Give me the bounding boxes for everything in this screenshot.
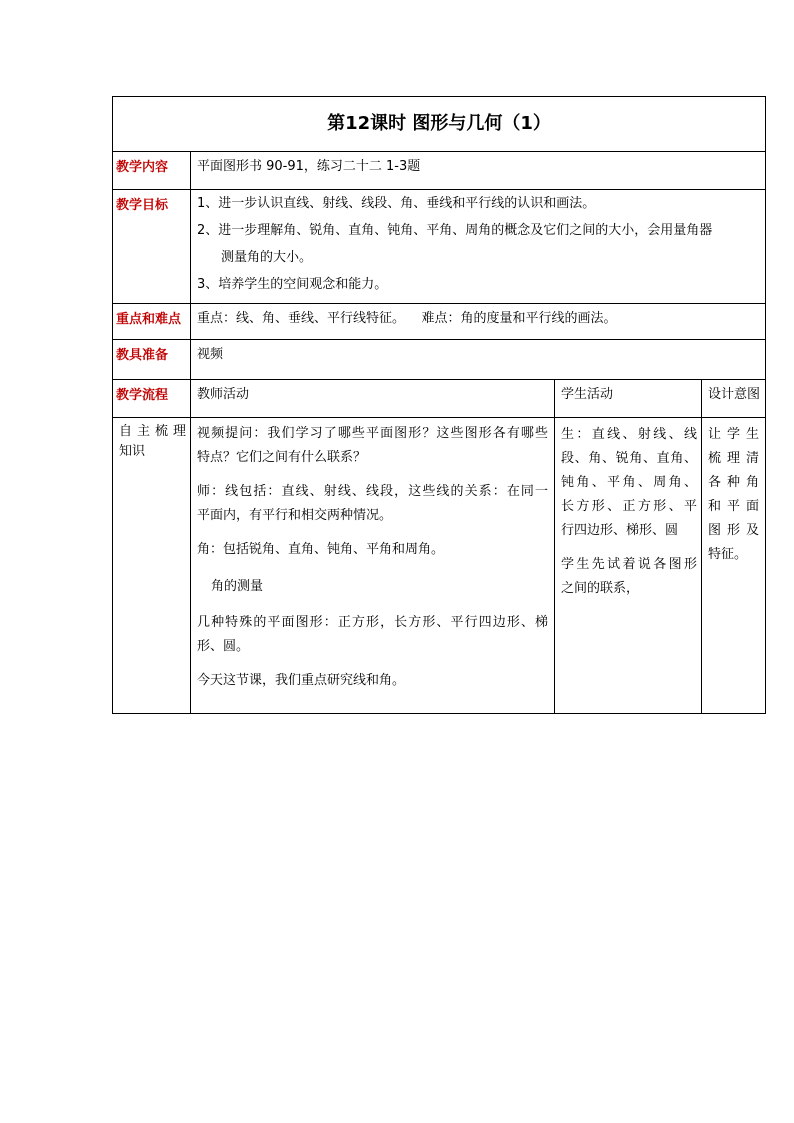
materials-value: 视频 <box>191 340 766 380</box>
lesson-plan-table <box>112 96 766 714</box>
student-activity-header: 学生活动 <box>555 380 702 418</box>
key-points-row <box>113 304 766 340</box>
materials-row <box>113 340 766 380</box>
page-title: 第12课时 图形与几何（1） <box>327 113 551 134</box>
student-paragraph: 生：直线、射线、线 段、角、锐角、直角、 钝角、平角、周角、 长方形、正方形、平 行四边形、梯形、圆 <box>561 427 697 538</box>
objective-item: 1、进一步认识直线、射线、线段、角、垂线和平行线的认识和画法。 <box>197 196 596 211</box>
design-intent-cell: 让学生 梳理清 各种角 和平面 图形及 特征。 <box>702 418 766 714</box>
stage-label: 自主梳理 <box>119 424 186 439</box>
student-paragraph: 学生先试着说各图形 之间的联系， <box>561 557 697 596</box>
stage-label-cell: 自主梳理 知识 <box>113 418 191 714</box>
teacher-activity-cell <box>191 418 555 714</box>
objectives-label: 教学目标 <box>113 190 191 304</box>
content-value: 平面图形书 90-91，练习二十二 1-3题 <box>191 152 766 190</box>
objectives-cell <box>191 190 766 304</box>
teacher-activity-header: 教师活动 <box>191 380 555 418</box>
objective-item: 3、培养学生的空间观念和能力。 <box>197 277 388 292</box>
teacher-paragraph: 视频提问：我们学习了哪些平面图形？这些图形各有哪些 特点？它们之间有什么联系？ <box>197 426 548 465</box>
teacher-paragraph: 师：线包括：直线、射线、线段，这些线的关系：在同一 平面内，有平行和相交两种情况。 <box>197 484 548 523</box>
key-points-value: 重点：线、角、垂线、平行线特征。 难点：角的度量和平行线的画法。 <box>191 304 766 340</box>
materials-label: 教具准备 <box>113 340 191 380</box>
student-activity-cell <box>555 418 702 714</box>
title-row <box>113 97 766 152</box>
design-intent-header: 设计意图 <box>702 380 766 418</box>
content-label: 教学内容 <box>113 152 191 190</box>
teacher-paragraph: 几种特殊的平面图形：正方形，长方形、平行四边形、梯 形、圆。 <box>197 615 548 654</box>
title-cell <box>113 97 766 152</box>
teacher-paragraph: 今天这节课，我们重点研究线和角。 <box>197 673 406 688</box>
key-points-label: 重点和难点 <box>113 304 191 340</box>
content-row <box>113 152 766 190</box>
objectives-row <box>113 190 766 304</box>
teacher-paragraph: 角：包括锐角、直角、钝角、平角和周角。 <box>197 542 445 557</box>
teacher-paragraph: 角的测量 <box>211 579 264 594</box>
process-label: 教学流程 <box>113 380 191 418</box>
stage-row <box>113 418 766 714</box>
process-header-row <box>113 380 766 418</box>
objective-item: 2、进一步理解角、锐角、直角、钝角、平角、周角的概念及它们之间的大小，会用量角器 测量角的大小。 <box>197 223 713 265</box>
